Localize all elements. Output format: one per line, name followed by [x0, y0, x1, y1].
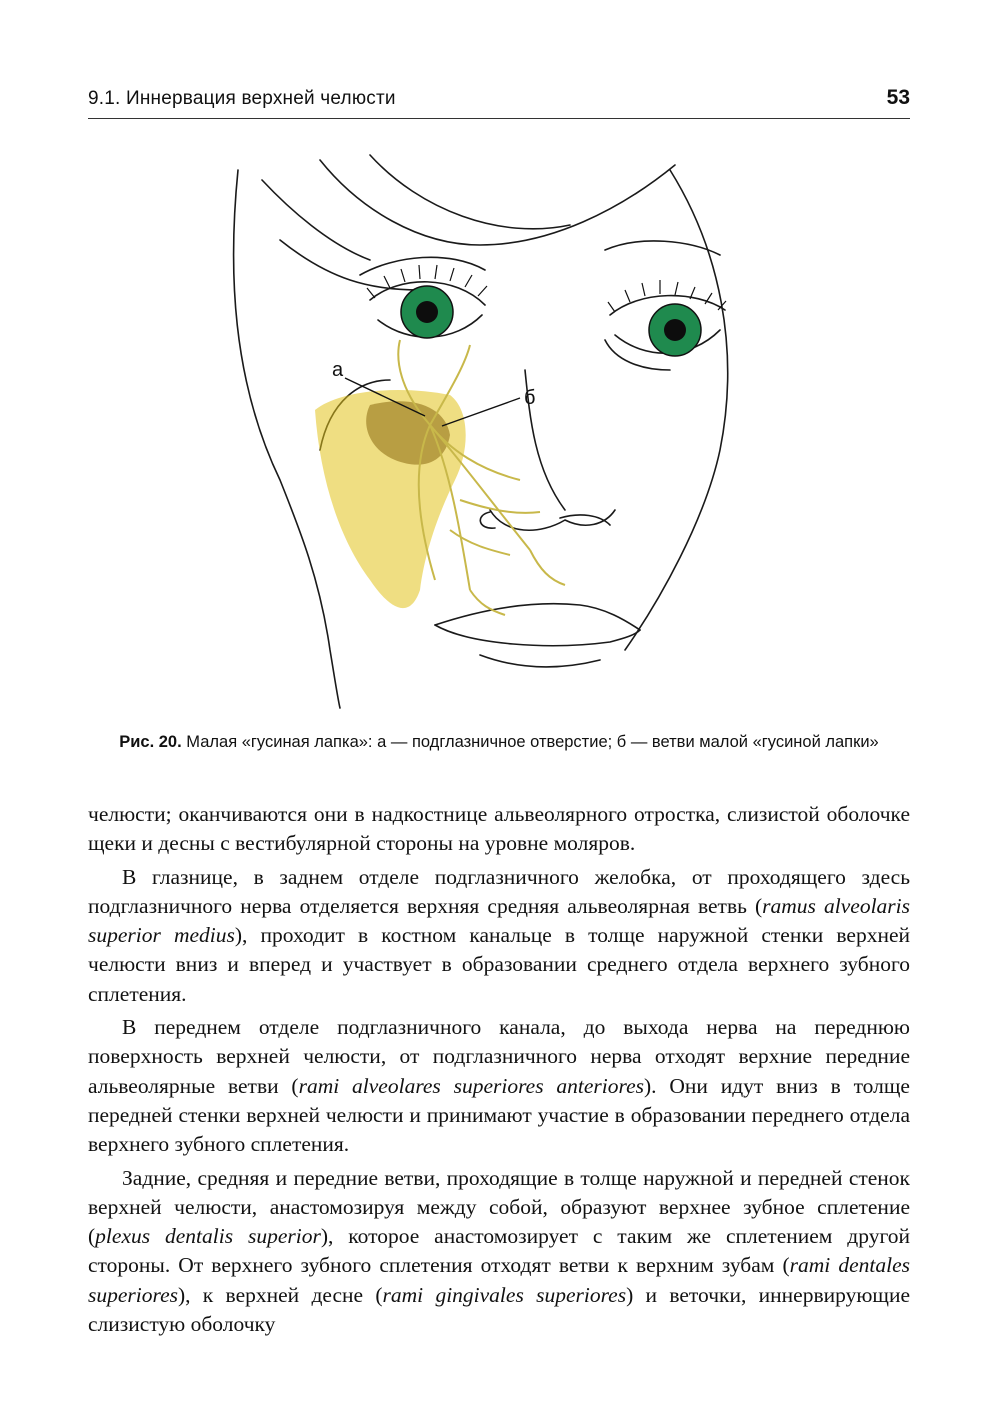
label-a: а [332, 359, 344, 381]
chin-line [480, 655, 600, 667]
paragraph-2: В глазнице, в заднем отделе подглазничного желобка, от проходящего здесь подглазничного нерва отделяется верхняя средняя альвеолярная ветвь (ramus alveolaris superior medius), проходит в костном канальце в толще наружной стенки верхней челюсти вниз и вперед и участвует в образовании среднего отдела верхнего зубного сплетения. [88, 864, 910, 1006]
hair-strand-1 [262, 180, 370, 260]
nostril-right [560, 515, 610, 525]
face-nerve-illustration [220, 150, 760, 710]
upper-lip [435, 604, 640, 630]
paragraph-4: Задние, средняя и передние ветви, проходящие в толще наружной и передней стенок верхней челюсти, анастомозируя между собой, образуют верхнее зубное сплетение (plexus dentalis superior), которое анастомозирует с таким же сплетением другой стороны. От верхнего зубного сплетения отходят ветви к верхним зубам (rami dentales superiores), к верхней десне (rami gingivales superiores) и веточки, иннервирующие слизистую оболочку [88, 1165, 911, 1337]
left-pupil [416, 301, 438, 323]
section-title: 9.1. Иннервация верхней челюсти [88, 88, 396, 109]
caption-text: Малая «гусиная лапка»: а — подглазничное отверстие; б — ветви малой «гусиной лапки» [181, 733, 879, 751]
figure-caption [88, 731, 910, 753]
body-text [88, 800, 910, 1343]
right-eyebrow [605, 241, 720, 255]
page-number: 53 [886, 86, 910, 109]
illustration-svg [220, 150, 760, 710]
running-header [88, 84, 910, 119]
hair-strand-2 [320, 160, 675, 245]
label-b: б [524, 387, 536, 409]
hair-strand-3 [370, 155, 570, 229]
paragraph-3: В переднем отделе подглазничного канала, до выхода нерва на переднюю поверхность верхней челюсти, от подглазничного нерва отходят верхние передние альвеолярные ветви (rami alveolares superiores anteriores). Они идут вниз в толще передней стенки верхней челюсти и принимают участие в образовании переднего отдела верхнего зубного сплетения. [88, 1015, 910, 1157]
nose-tip [490, 510, 615, 530]
lower-lip [435, 625, 640, 646]
right-pupil [664, 319, 686, 341]
hair-strand-4 [280, 240, 420, 290]
paragraph-1: челюсти; оканчиваются они в надкостнице альвеолярного отростка, слизистой оболочке щеки и десны с вестибулярной стороны на уровне моляров. [88, 802, 910, 856]
left-eyebrow [360, 257, 485, 275]
caption-label: Рис. 20. [119, 733, 182, 751]
